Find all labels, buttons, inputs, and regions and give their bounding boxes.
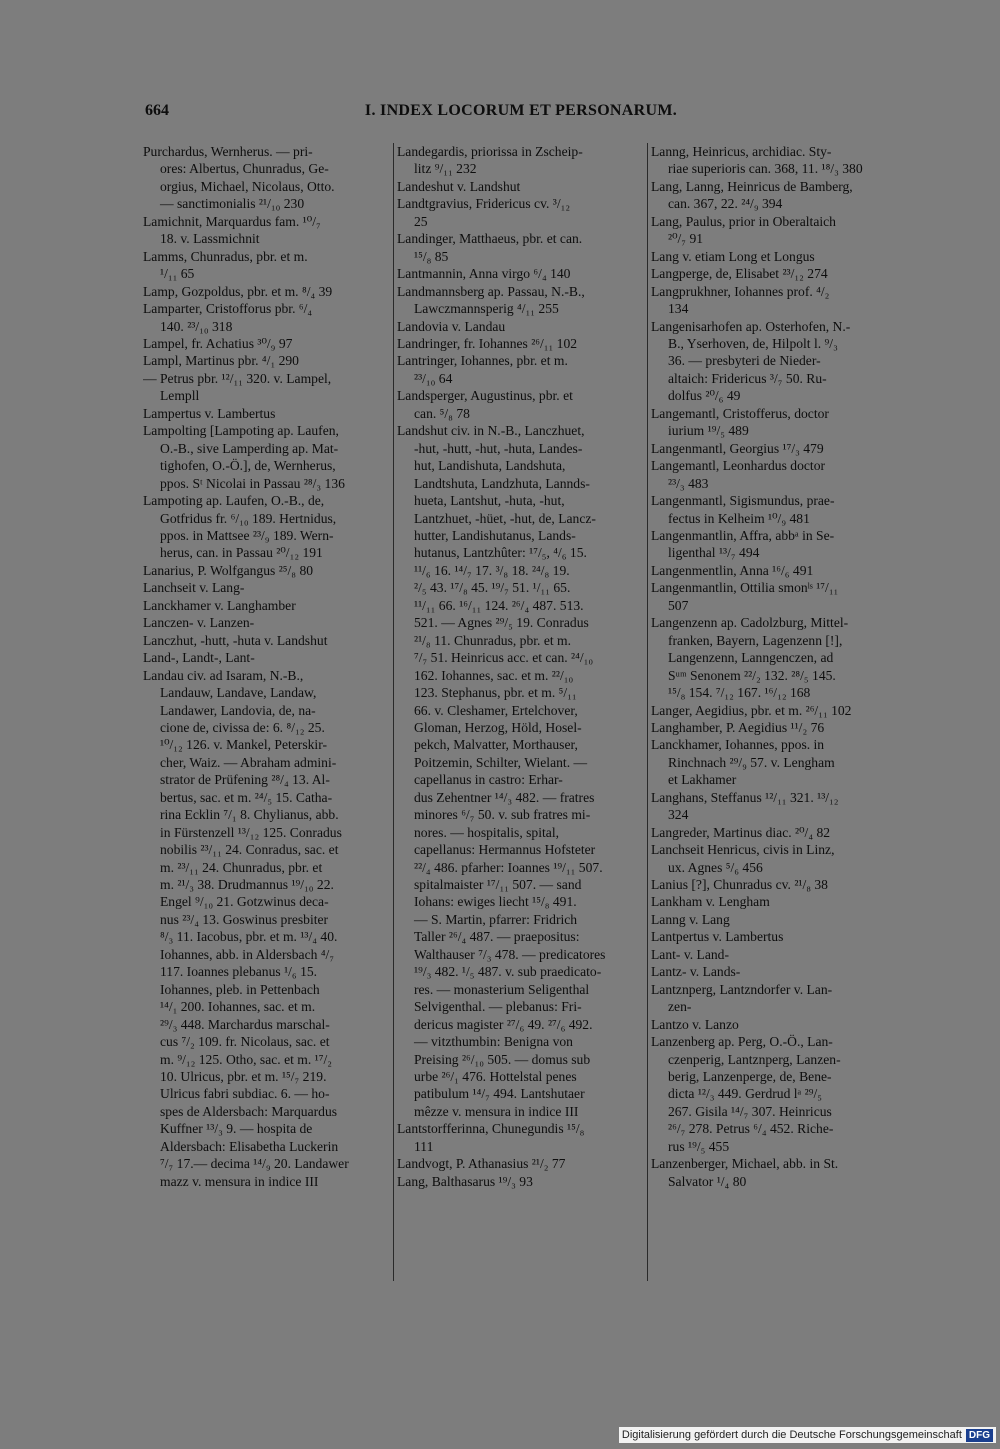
index-entry-continuation: 18. v. Lassmichnit [160,231,260,247]
index-entry-continuation: 25 [414,213,428,229]
index-entry-continuation: tighofen, O.-Ö.], de, Wernherus, [160,458,336,474]
index-entry-continuation: Rinchnach ²⁹/₉ 57. v. Lengham [668,754,835,770]
index-entry: Land-, Landt-, Lant- [143,650,255,666]
index-entry-continuation: urbe ²⁶/₁ 476. Hottelstal penes [414,1069,577,1085]
index-entry-continuation: 521. — Agnes ²⁹/₅ 19. Conradus [414,615,589,631]
index-entry-continuation: ²⁰/₇ 91 [668,231,704,247]
index-entry: Landtgravius, Fridericus cv. ³/₁₂ [397,196,571,212]
index-column-3 [651,143,903,1293]
index-entry: Lanczhut, -hutt, -huta v. Landshut [143,632,328,648]
index-entry-continuation: 36. — presbyteri de Nieder- [668,353,821,369]
index-entry-continuation: czenperig, Lantznperg, Lanzen- [668,1051,841,1067]
index-entry-continuation: ²⁹/₃ 448. Marchardus marschal- [160,1016,330,1032]
index-entry: Lampl, Martinus pbr. ⁴/₁ 290 [143,353,299,369]
index-entry-continuation: ²¹/₈ 11. Chunradus, pbr. et m. [414,632,571,648]
dfg-logo: DFG [966,1429,993,1442]
index-entry-continuation: Landtshuta, Landzhuta, Lannds- [414,475,590,491]
index-entry-continuation: ¹⁹/₃ 482. ¹/₅ 487. v. sub praedicato- [414,964,602,980]
index-entry-continuation: Landauw, Landave, Landaw, [160,685,317,701]
index-entry-continuation: ux. Agnes ⁵/₆ 456 [668,859,763,875]
index-entry-continuation: O.-B., sive Lamperding ap. Mat- [160,440,339,456]
index-entry-continuation: Sᵘᵐ Senonem ²²/₂ 132. ²⁸/₅ 145. [668,667,836,683]
index-entry-continuation: hutter, Landishutanus, Lands- [414,527,576,543]
index-entry-continuation: Gloman, Herzog, Höld, Hosel- [414,719,582,735]
index-entry: Landshut civ. in N.-B., Lanczhuet, [397,423,585,439]
index-entry: Langhamber, P. Aegidius ¹¹/₂ 76 [651,719,825,735]
index-entry: Lantznperg, Lantzndorfer v. Lan- [651,981,833,997]
index-entry-continuation: ¹/₁₁ 65 [160,266,195,282]
index-entry-continuation: dolfus ²⁰/₆ 49 [668,388,741,404]
index-entry-continuation: nus ²³/₄ 13. Goswinus presbiter [160,911,329,927]
page-number: 664 [145,102,169,119]
index-entry-continuation: dericus magister ²⁷/₆ 49. ²⁷/₆ 492. [414,1016,593,1032]
index-entry-continuation: dicta ¹²/₃ 449. Gerdrud lᵃ ²⁹/₅ [668,1086,822,1102]
index-entry-continuation: Langenzenn, Lanngenczen, ad [668,650,834,666]
index-entry-continuation: bertus, sac. et m. ²⁴/₅ 15. Catha- [160,789,333,805]
index-entry: Lampertus v. Lambertus [143,405,276,421]
index-entry-continuation: capellanus: Hermannus Hofsteter [414,842,596,858]
index-entry-continuation: Iohannes, pleb. in Pettenbach [160,981,320,997]
index-entry: Landvogt, P. Athanasius ²¹/₂ 77 [397,1156,566,1172]
index-entry-continuation: 140. ²³/₁₀ 318 [160,318,233,334]
index-entry-continuation: can. 367, 22. ²⁴/₉ 394 [668,196,783,212]
index-entry: Landmannsberg ap. Passau, N.-B., [397,283,585,299]
index-entry-continuation: cus ⁷/₂ 109. fr. Nicolaus, sac. et [160,1034,330,1050]
index-entry: Lamichnit, Marquardus fam. ¹⁰/₇ [143,213,321,229]
index-entry-continuation: patibulum ¹⁴/₇ 494. Lantshutaer [414,1086,585,1102]
index-entry-continuation: ppos. in Mattsee ²³/₉ 189. Wern- [160,527,334,543]
index-entry: Lanzenberg ap. Perg, O.-Ö., Lan- [651,1034,833,1050]
index-entry-continuation: 123. Stephanus, pbr. et m. ⁵/₁₁ [414,685,577,701]
index-entry: Lanchseit Henricus, civis in Linz, [651,842,835,858]
index-entry: Lanng, Heinricus, archidiac. Sty- [651,144,832,159]
index-entry-continuation: Landawer, Landovia, de, na- [160,702,316,718]
index-entry-continuation: 162. Iohannes, sac. et m. ²²/₁₀ [414,667,574,683]
index-entry-continuation: mazz v. mensura in indice III [160,1173,319,1189]
index-entry: Landringer, fr. Iohannes ²⁶/₁₁ 102 [397,335,578,351]
index-entry-continuation: can. ⁵/₈ 78 [414,405,470,421]
index-entry-continuation: franken, Bayern, Lagenzenn [!], [668,632,843,648]
index-entry-continuation: — S. Martin, pfarrer: Fridrich [414,911,578,927]
index-entry-continuation: — vitzthumbin: Benigna von [414,1034,573,1050]
index-entry-continuation: et Lakhamer [668,772,737,788]
column-divider [393,143,394,1281]
index-entry: Lang v. etiam Long et Longus [651,248,815,264]
index-entry: Langenmantl, Georgius ¹⁷/₃ 479 [651,440,824,456]
index-entry: Landegardis, priorissa in Zscheip- [397,144,583,159]
column-divider [647,143,648,1281]
index-entry-continuation: Selvigenthal. — plebanus: Fri- [414,999,582,1015]
index-entry-continuation: Iohannes, abb. in Aldersbach ⁴/₇ [160,946,335,962]
index-entry-continuation: ²⁶/₇ 278. Petrus ⁶/₄ 452. Riche- [668,1121,834,1137]
index-entry: Landinger, Matthaeus, pbr. et can. [397,231,583,247]
index-entry: Lantzo v. Lanzo [651,1016,739,1032]
index-entry-continuation: ²³/₃ 483 [668,475,709,491]
index-entry: Lantstorfferinna, Chunegundis ¹⁵/₈ [397,1121,585,1137]
index-entry-continuation: Engel ⁹/₁₀ 21. Gotzwinus deca- [160,894,329,910]
index-entry: Lampolting [Lampoting ap. Laufen, [143,423,339,439]
index-entry: Landovia v. Landau [397,318,506,334]
index-entry-continuation: Lantzhuet, -hüet, -hut, de, Lancz- [414,510,596,526]
index-entry: Langenzenn ap. Cadolzburg, Mittel- [651,615,849,631]
index-entry-continuation: dus Zehentner ¹⁴/₃ 482. — fratres [414,789,595,805]
index-entry-continuation: fectus in Kelheim ¹⁰/₉ 481 [668,510,810,526]
index-entry-continuation: m. ⁹/₁₂ 125. Otho, sac. et m. ¹⁷/₂ [160,1051,332,1067]
index-entry-continuation: ¹⁰/₁₂ 126. v. Mankel, Peterskir- [160,737,327,753]
index-entry-continuation: ⁷/₇ 51. Heinricus acc. et can. ²⁴/₁₀ [414,650,594,666]
index-entry: Lamp, Gozpoldus, pbr. et m. ⁸/₄ 39 [143,283,333,299]
index-entry: Langenmantlin, Affra, abbᵃ in Se- [651,527,835,543]
funding-note: Digitalisierung gefördert durch die Deutsche Forschungsgemeinschaft [621,1429,962,1441]
index-entry-continuation: capellanus in castro: Erhar- [414,772,563,788]
index-entry-continuation: ²²/₄ 486. pfarher: Ioannes ¹⁹/₁₁ 507. [414,859,603,875]
index-entry: Lanius [?], Chunradus cv. ²¹/₈ 38 [651,877,828,893]
index-entry: — Petrus pbr. ¹²/₁₁ 320. v. Lampel, [143,370,332,386]
index-entry: Lamparter, Cristofforus pbr. ⁶/₄ [143,301,313,317]
index-entry-continuation: 507 [668,597,689,613]
index-entry-continuation: ²³/₁₀ 64 [414,370,453,386]
index-entry-continuation: hueta, Lantshut, -huta, -hut, [414,493,565,509]
index-entry-continuation: ⁸/₃ 11. Iacobus, pbr. et m. ¹³/₄ 40. [160,929,338,945]
index-entry: Landau civ. ad Isaram, N.-B., [143,667,304,683]
index-entry-continuation: 117. Ioannes plebanus ¹/₆ 15. [160,964,318,980]
index-entry: Lantpertus v. Lambertus [651,929,784,945]
index-columns [143,143,899,1293]
index-entry-continuation: 111 [414,1138,434,1154]
index-entry: Langenmantlin, Ottilia smonˡˢ ¹⁷/₁₁ [651,580,839,596]
index-entry-continuation: spes de Aldersbach: Marquardus [160,1103,338,1119]
index-entry: Lanarius, P. Wolfgangus ²⁵/₈ 80 [143,562,314,578]
index-entry-continuation: berig, Lanzenperge, de, Bene- [668,1069,832,1085]
index-entry-continuation: ¹¹/₆ 16. ¹⁴/₇ 17. ³/₈ 18. ²⁴/₈ 19. [414,562,570,578]
index-entry: Langenmentlin, Anna ¹⁶/₆ 491 [651,562,814,578]
index-entry: Langemantl, Leonhardus doctor [651,458,826,474]
index-entry: Langperge, de, Elisabet ²³/₁₂ 274 [651,266,828,282]
index-entry-continuation: in Fürstenzell ¹³/₁₂ 125. Conradus [160,824,342,840]
index-entry: Lantz- v. Lands- [651,964,741,980]
index-entry-continuation: ¹¹/₁₁ 66. ¹⁶/₁₁ 124. ²⁶/₄ 487. 513. [414,597,584,613]
index-entry-continuation: altaich: Fridericus ³/₇ 50. Ru- [668,370,827,386]
index-entry-continuation: Aldersbach: Elisabetha Luckerin [160,1138,339,1154]
index-entry-continuation: riae superioris can. 368, 11. ¹⁸/₃ 380 [668,161,863,177]
index-entry-continuation: ¹⁴/₁ 200. Iohannes, sac. et m. [160,999,316,1015]
index-entry-continuation: cher, Waiz. — Abraham admini- [160,754,337,770]
index-entry: Lamms, Chunradus, pbr. et m. [143,248,308,264]
index-entry-continuation: Iohans: ewiges liecht ¹⁵/₈ 491. [414,894,577,910]
index-entry-continuation: hut, Landishuta, Landshuta, [414,458,566,474]
index-entry: Lanchseit v. Lang- [143,580,245,596]
index-entry-continuation: ¹⁵/₈ 154. ⁷/₁₂ 167. ¹⁶/₁₂ 168 [668,685,811,701]
index-entry: Lanckhamer, Iohannes, ppos. in [651,737,825,753]
index-entry: Langreder, Martinus diac. ²⁰/₄ 82 [651,824,831,840]
index-entry-continuation: rus ¹⁹/₅ 455 [668,1138,730,1154]
index-entry-continuation: ¹⁵/₈ 85 [414,248,449,264]
index-entry: Lant- v. Land- [651,946,730,962]
page-header [145,100,897,126]
index-entry-continuation: -hut, -hutt, -hut, -huta, Landes- [414,440,583,456]
index-entry-continuation: nores. — hospitalis, spital, [414,824,559,840]
index-entry: Langer, Aegidius, pbr. et m. ²⁶/₁₁ 102 [651,702,852,718]
running-title: I. INDEX LOCORUM ET PERSONARUM. [364,102,678,119]
index-entry-continuation: Preising ²⁶/₁₀ 505. — domus sub [414,1051,591,1067]
index-entry-continuation: rina Ecklin ⁷/₁ 8. Chylianus, abb. [160,807,339,823]
index-entry: Landeshut v. Landshut [397,178,521,194]
index-entry-continuation: 66. v. Cleshamer, Ertelchover, [414,702,578,718]
index-entry-continuation: 134 [668,301,689,317]
index-entry-continuation: litz ⁹/₁₁ 232 [414,161,477,177]
index-entry-continuation: m. ²³/₁₁ 24. Chunradus, pbr. et [160,859,323,875]
index-entry: Langenisarhofen ap. Osterhofen, N.- [651,318,851,334]
index-entry-continuation: cione de, civissa de: 6. ⁸/₁₂ 25. [160,719,325,735]
index-entry-continuation: 267. Gisila ¹⁴/₇ 307. Heinricus [668,1103,832,1119]
index-entry-continuation: B., Yserhoven, de, Hilpolt l. ⁹/₃ [668,335,838,351]
index-entry-continuation: 324 [668,807,689,823]
index-entry-continuation: Kuffner ¹³/₃ 9. — hospita de [160,1121,313,1137]
funding-footer [619,1427,996,1443]
index-entry: Lantmannin, Anna virgo ⁶/₄ 140 [397,266,571,282]
index-entry-continuation: iurium ¹⁹/₅ 489 [668,423,749,439]
index-entry-continuation: orgius, Michael, Nicolaus, Otto. [160,178,335,194]
index-entry-continuation: m. ²¹/₃ 38. Drudmannus ¹⁹/₁₀ 22. [160,877,334,893]
index-entry-continuation: Walthauser ⁷/₃ 478. — predicatores [414,946,606,962]
index-entry: Lanzenberger, Michael, abb. in St. [651,1156,839,1172]
index-entry-continuation: Lawczmannsperig ⁴/₁₁ 255 [414,301,559,317]
index-entry: Lanckhamer v. Langhamber [143,597,296,613]
index-entry: Langemantl, Cristofferus, doctor [651,405,829,421]
index-entry: Lang, Balthasarus ¹⁹/₃ 93 [397,1173,533,1189]
index-entry-continuation: ²/₅ 43. ¹⁷/₈ 45. ¹⁹/₇ 51. ¹/₁₁ 65. [414,580,571,596]
index-entry: Langenmantl, Sigismundus, prae- [651,493,835,509]
index-entry: Lanczen- v. Lanzen- [143,615,255,631]
index-entry-continuation: Taller ²⁶/₄ 487. — praepositus: [414,929,580,945]
index-entry-continuation: spitalmaister ¹⁷/₁₁ 507. — sand [414,877,582,893]
index-entry-continuation: 10. Ulricus, pbr. et m. ¹⁵/₇ 219. [160,1069,327,1085]
index-column-1 [143,143,395,1293]
index-entry-continuation: Ulricus fabri subdiac. 6. — ho- [160,1086,330,1102]
index-entry-continuation: hutanus, Lantzhûter: ¹⁷/₅, ⁴/₆ 15. [414,545,587,561]
index-entry-continuation: nobilis ²³/₁₁ 24. Conradus, sac. et [160,842,339,858]
index-entry: Purchardus, Wernherus. — pri- [143,144,313,159]
index-column-2 [397,143,649,1293]
index-entry-continuation: Poitzemin, Schilter, Wielant. — [414,754,588,770]
index-entry: Lampoting ap. Laufen, O.-B., de, [143,493,325,509]
index-entry-continuation: strator de Prüfening ²⁸/₄ 13. Al- [160,772,330,788]
index-entry-continuation: ppos. Sᵗ Nicolai in Passau ²⁸/₃ 136 [160,475,345,491]
index-entry-continuation: Salvator ¹/₄ 80 [668,1173,747,1189]
index-entry: Lankham v. Lengham [651,894,770,910]
index-entry-continuation: mêzze v. mensura in indice III [414,1103,579,1119]
index-entry: Lanng v. Lang [651,911,730,927]
index-entry: Langhans, Steffanus ¹²/₁₁ 321. ¹³/₁₂ [651,789,839,805]
index-entry: Landsperger, Augustinus, pbr. et [397,388,573,404]
index-entry-continuation: Lempll [160,388,200,404]
index-entry-continuation: ores: Albertus, Chunradus, Ge- [160,161,329,177]
index-entry-continuation: — sanctimonialis ²¹/₁₀ 230 [160,196,305,212]
index-entry: Lang, Lanng, Heinricus de Bamberg, [651,178,853,194]
index-entry-continuation: Gotfridus fr. ⁶/₁₀ 189. Hertnidus, [160,510,337,526]
index-entry: Lantringer, Iohannes, pbr. et m. [397,353,568,369]
index-entry-continuation: ligenthal ¹³/₇ 494 [668,545,760,561]
index-entry-continuation: zen- [668,999,692,1015]
index-entry-continuation: minores ⁶/₇ 50. v. sub fratres mi- [414,807,591,823]
index-entry-continuation: ⁷/₇ 17.— decima ¹⁴/₉ 20. Landawer [160,1156,349,1172]
index-entry: Lang, Paulus, prior in Oberaltaich [651,213,836,229]
index-entry-continuation: pekch, Malvatter, Morthauser, [414,737,578,753]
index-entry: Lampel, fr. Achatius ³⁰/₉ 97 [143,335,293,351]
index-entry-continuation: herus, can. in Passau ²⁰/₁₂ 191 [160,545,323,561]
index-entry-continuation: res. — monasterium Seligenthal [414,981,590,997]
index-entry: Langprukhner, Iohannes prof. ⁴/₂ [651,283,830,299]
